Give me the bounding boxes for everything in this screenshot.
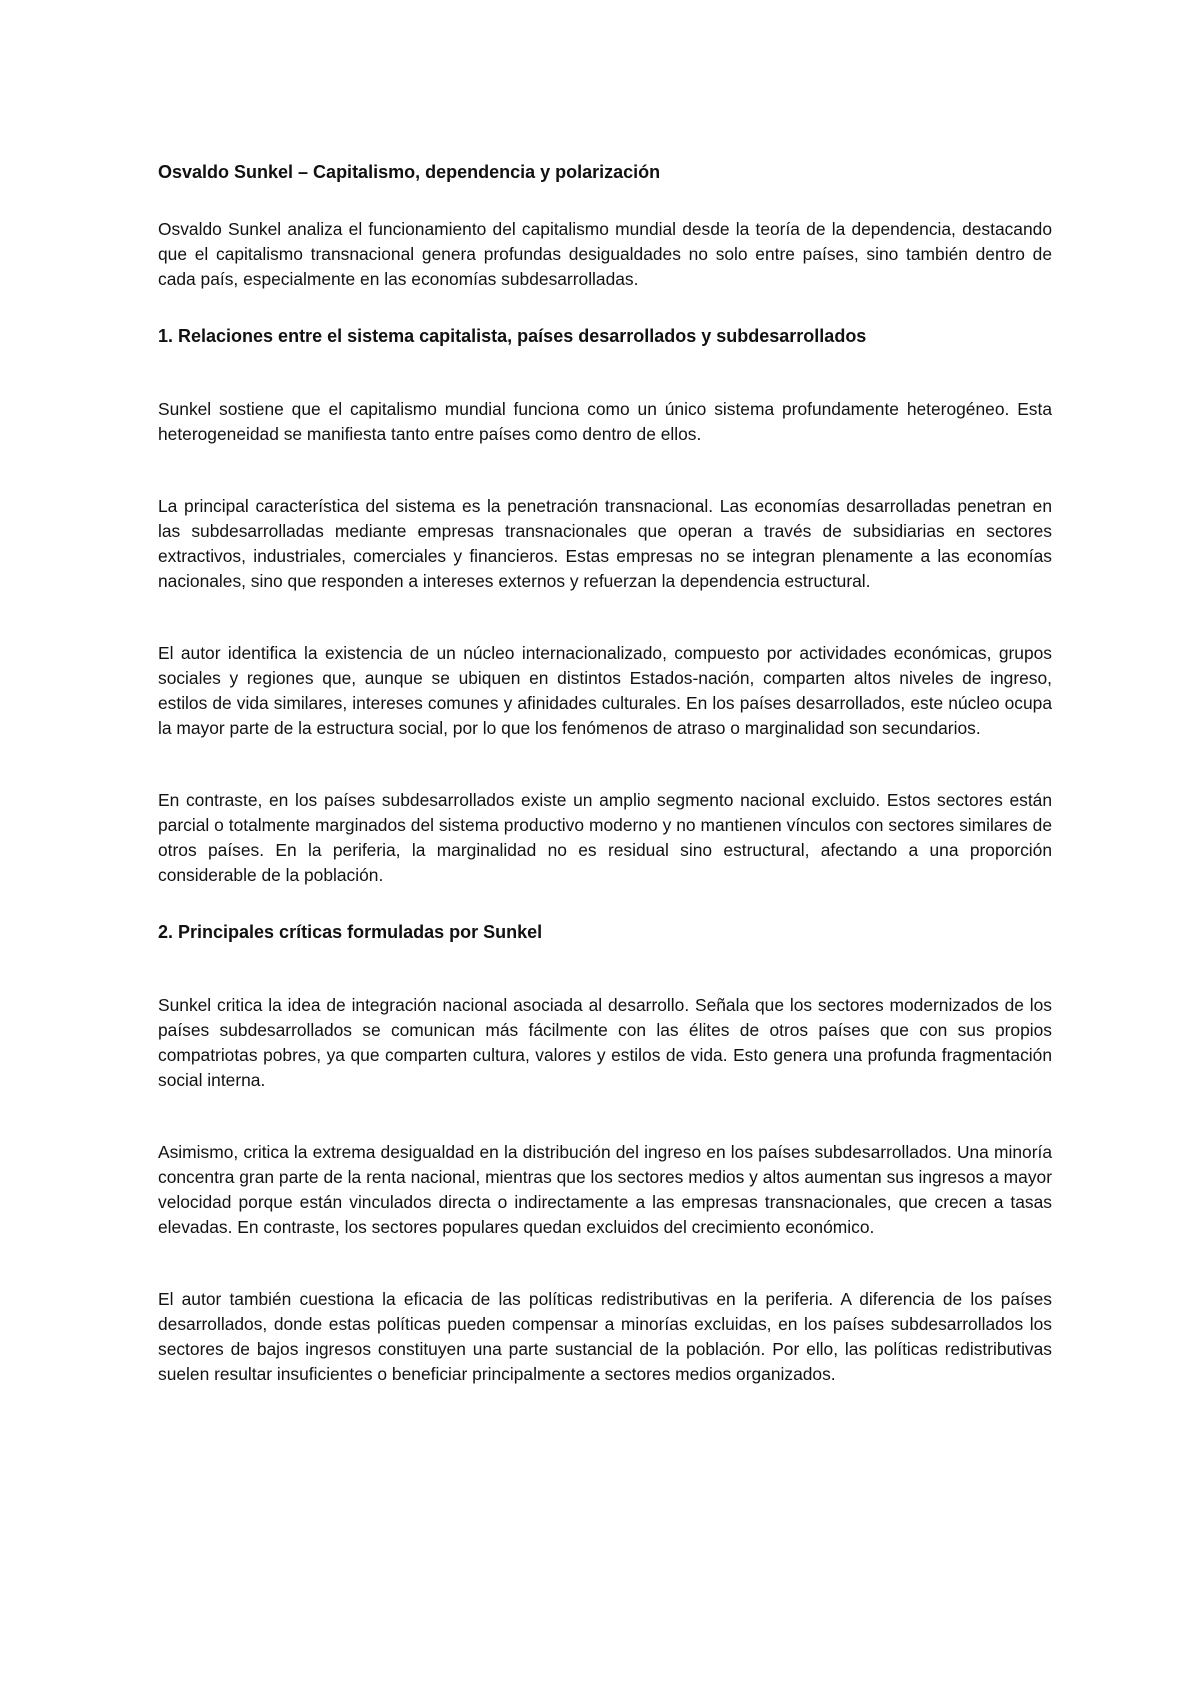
document-body [158, 160, 1052, 1387]
paragraph: Asimismo, critica la extrema desigualdad en la distribución del ingreso en los países subdesarrollados. Una minoría concentra gran parte de la renta nacional, mientras que los sectores medios y altos aumentan sus ingresos a mayor velocidad porque están vinculados directa o indirectamente a las empresas transnacionales, que crecen a tasas elevadas. En contraste, los sectores populares quedan excluidos del crecimiento económico. [158, 1142, 1052, 1237]
section-relaciones [158, 324, 1052, 888]
intro-paragraph: Osvaldo Sunkel analiza el funcionamiento del capitalismo mundial desde la teoría de la dependencia, destacando que el capitalismo transnacional genera profundas desigualdades no solo entre países, sino también dentro de cada país, especialmente en las economías subdesarrolladas. [158, 219, 1052, 289]
document-title: Osvaldo Sunkel – Capitalismo, dependencia y polarización [158, 162, 661, 182]
paragraph: El autor también cuestiona la eficacia de las políticas redistributivas en la periferia. A diferencia de los países desarrollados, donde estas políticas pueden compensar a minorías excluidas, en los países subdesarrollados los sectores de bajos ingresos constituyen una parte sustancial de la población. Por ello, las políticas redistributivas suelen resultar insuficientes o beneficiar principalmente a sectores medios organizados. [158, 1289, 1052, 1384]
paragraph: La principal característica del sistema es la penetración transnacional. Las economías desarrolladas penetran en las subdesarrolladas mediante empresas transnacionales que operan a través de subsidiarias en sectores extractivos, industriales, comerciales y financieros. Estas empresas no se integran plenamente a las economías nacionales, sino que responden a intereses externos y refuerzan la dependencia estructural. [158, 496, 1052, 591]
section-heading: 1. Relaciones entre el sistema capitalista, países desarrollados y subdesarrollados [158, 326, 867, 346]
paragraph: Sunkel critica la idea de integración nacional asociada al desarrollo. Señala que los sectores modernizados de los países subdesarrollados se comunican más fácilmente con las élites de otros países que con sus propios compatriotas pobres, ya que comparten cultura, valores y estilos de vida. Esto genera una profunda fragmentación social interna. [158, 995, 1052, 1090]
paragraph: En contraste, en los países subdesarrollados existe un amplio segmento nacional excluido. Estos sectores están parcial o totalmente marginados del sistema productivo moderno y no mantienen vínculos con sectores similares de otros países. En la periferia, la marginalidad no es residual sino estructural, afectando a una proporción considerable de la población. [158, 790, 1052, 885]
section-heading: 2. Principales críticas formuladas por Sunkel [158, 922, 543, 942]
section-criticas [158, 920, 1052, 1387]
paragraph: Sunkel sostiene que el capitalismo mundial funciona como un único sistema profundamente heterogéneo. Esta heterogeneidad se manifiesta tanto entre países como dentro de ellos. [158, 399, 1052, 444]
paragraph: El autor identifica la existencia de un núcleo internacionalizado, compuesto por actividades económicas, grupos sociales y regiones que, aunque se ubiquen en distintos Estados-nación, comparten altos niveles de ingreso, estilos de vida similares, intereses comunes y afinidades culturales. En los países desarrollados, este núcleo ocupa la mayor parte de la estructura social, por lo que los fenómenos de atraso o marginalidad son secundarios. [158, 643, 1052, 738]
